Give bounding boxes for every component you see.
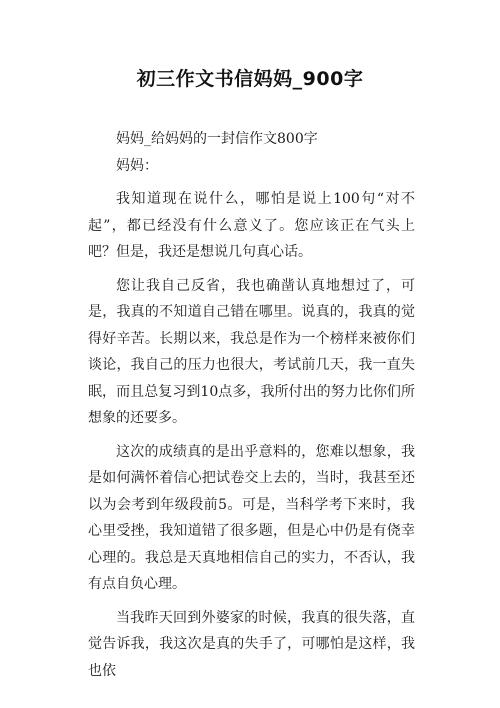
paragraph: 您让我自己反省，我也确凿认真地想过了，可是，我真的不知道自己错在哪里。说真的，我真的觉得好辛苦。长期以来，我总是作为一个榜样来被你们谈论，我自己的压力也很大，考试前几天，我一直失眠，而且总复习到10点多，我所付出的努力比你们所想象的还要多。 bbox=[88, 277, 415, 426]
article-subtitle: 妈妈_给妈妈的一封信作文800字 bbox=[116, 131, 318, 147]
salutation: 妈妈： bbox=[116, 157, 158, 174]
paragraph: 这次的成绩真的是出乎意料的，您难以想象，我是如何满怀着信心把试卷交上去的，当时，我甚至还以为会考到年级段前5。可是，当科学考下来时，我心里受挫，我知道错了很多题，但是心中仍是有侥幸心理的。我总是天真地相信自己的实力，不否认，我有点自负心理。 bbox=[88, 443, 415, 592]
paragraph: 我知道现在说什么，哪怕是说上100句“对不起”，都已经没有什么意义了。您应该正在气头上吧？但是，我还是想说几句真心话。 bbox=[88, 191, 415, 260]
paragraph: 当我昨天回到外婆家的时候，我真的很失落，直觉告诉我，我这次是真的失手了，可哪怕是这样，我也依 bbox=[88, 609, 415, 679]
page-title: 初三作文书信妈妈_900字 bbox=[136, 68, 364, 90]
article-body bbox=[88, 126, 415, 684]
